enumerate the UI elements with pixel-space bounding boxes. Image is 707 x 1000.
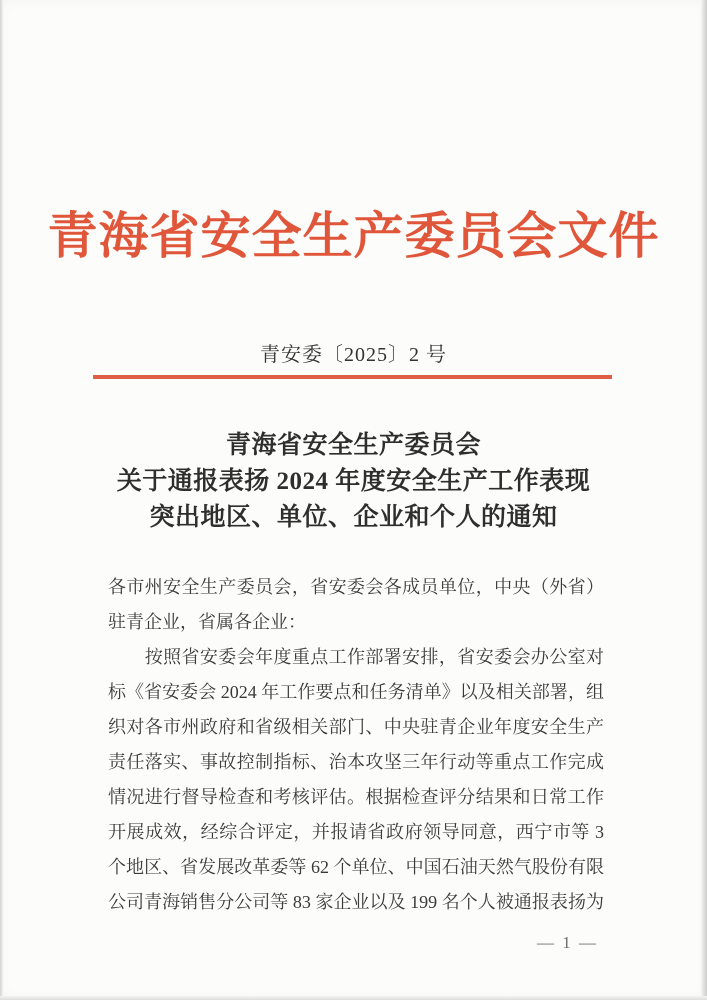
body-line: 公司青海销售分公司等 83 家企业以及 199 名个人被通报表扬为	[108, 892, 604, 912]
page-bottom-edge-shadow	[0, 996, 707, 1000]
body-line: 按照省安委会年度重点工作部署安排，省安委会办公室对	[108, 647, 604, 667]
body-line: 驻青企业，省属各企业：	[108, 612, 306, 632]
document-body	[108, 570, 604, 920]
body-line: 织对各市州政府和省级相关部门、中央驻青企业年度安全生产	[108, 717, 604, 737]
body-line: 责任落实、事故控制指标、治本攻坚三年行动等重点工作完成	[108, 752, 604, 772]
red-separator-line	[93, 375, 612, 379]
body-line: 各市州安全生产委员会，省安委会各成员单位，中央（外省）	[108, 577, 604, 597]
document-header-title: 青海省安全生产委员会文件	[47, 208, 660, 264]
body-line: 开展成效，经综合评定，并报请省政府领导同意，西宁市等 3	[108, 822, 604, 842]
body-line: 标《省安委会 2024 年工作要点和任务清单》以及相关部署，组	[108, 682, 604, 702]
body-line: 情况进行督导检查和考核评估。根据检查评分结果和日常工作	[108, 787, 604, 807]
document-title	[0, 428, 707, 536]
title-line-1: 青海省安全生产委员会	[225, 432, 481, 459]
page-number: — 1 —	[537, 933, 598, 952]
title-line-3: 突出地区、单位、企业和个人的通知	[149, 504, 558, 531]
title-line-2: 关于通报表扬 2024 年度安全生产工作表现	[116, 468, 591, 495]
body-line: 个地区、省发展改革委等 62 个单位、中国石油天然气股份有限	[108, 857, 604, 877]
document-number: 青安委〔2025〕2 号	[260, 344, 447, 366]
